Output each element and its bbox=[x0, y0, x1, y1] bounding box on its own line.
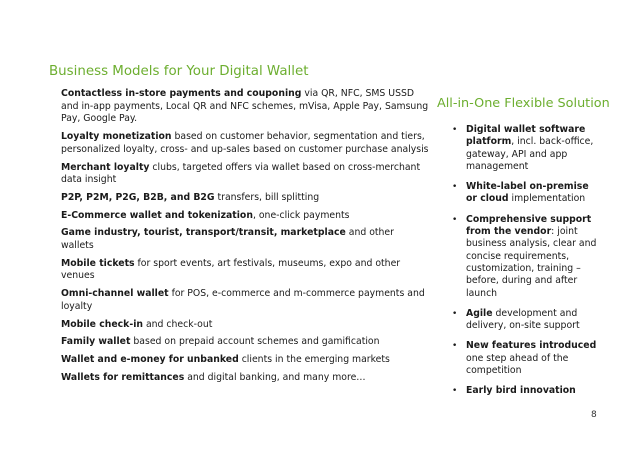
page-title: Business Models for Your Digital Wallet bbox=[49, 64, 309, 79]
item-text: for POS, e-commerce and m-commerce payments and loyalty bbox=[61, 288, 425, 312]
bullet-item bbox=[450, 308, 600, 333]
solution-list bbox=[450, 124, 600, 406]
item-bold: Merchant loyalty bbox=[61, 161, 150, 173]
item-bold: P2P, P2M, P2G, B2B, and B2G bbox=[61, 191, 215, 203]
item-text: implementation bbox=[508, 193, 586, 205]
bullet-icon: • bbox=[452, 341, 458, 352]
bullet-item bbox=[450, 124, 600, 173]
item-bold: White-label on-premise or cloud bbox=[466, 181, 589, 205]
list-item bbox=[61, 319, 429, 332]
item-text: one step ahead of the competition bbox=[466, 352, 569, 377]
item-text: : joint business analysis, clear and concise requirements, customization, training – before, during and after launch bbox=[466, 226, 597, 299]
list-item bbox=[61, 372, 429, 385]
item-text: via QR, NFC, SMS USSD and in-app payments, Local QR and NFC schemes, mVisa, Apple Pay, Samsung Pay, Google Pay. bbox=[61, 88, 429, 125]
item-bold: Omni-channel wallet bbox=[61, 288, 169, 300]
item-bold: Mobile tickets bbox=[61, 257, 135, 269]
item-bold: E-Commerce wallet and tokenization bbox=[61, 209, 253, 221]
item-bold: New features introduced bbox=[466, 340, 597, 352]
item-text: based on prepaid account schemes and gamification bbox=[130, 336, 380, 348]
list-item bbox=[61, 131, 429, 156]
bullet-item bbox=[450, 181, 600, 206]
bullet-icon: • bbox=[452, 125, 458, 135]
item-bold: Contactless in-store payments and couponing bbox=[61, 88, 302, 99]
business-models-list bbox=[61, 88, 429, 389]
solution-title: All-in-One Flexible Solution bbox=[437, 96, 610, 111]
item-text: and other wallets bbox=[61, 227, 394, 252]
item-text: clients in the emerging markets bbox=[238, 353, 390, 365]
item-bold: Wallet and e-money for unbanked bbox=[61, 353, 239, 365]
item-text: and digital banking, and many more… bbox=[184, 371, 366, 383]
item-bold: Game industry, tourist, transport/transit, marketplace bbox=[61, 227, 346, 239]
item-bold: Digital wallet software platform bbox=[466, 124, 586, 148]
list-item bbox=[61, 288, 429, 313]
bullet-item bbox=[450, 214, 600, 300]
item-text: , incl. back-office, gateway, API and app management bbox=[466, 136, 594, 172]
list-item bbox=[61, 336, 429, 349]
page-number: 8 bbox=[591, 410, 597, 420]
list-item bbox=[61, 227, 429, 252]
bullet-icon: • bbox=[452, 214, 458, 225]
list-item bbox=[61, 258, 429, 283]
item-bold: Mobile check-in bbox=[61, 318, 144, 330]
item-bold: Loyalty monetization bbox=[61, 131, 172, 143]
list-item bbox=[61, 192, 429, 205]
item-text: development and delivery, on-site support bbox=[466, 307, 580, 332]
bullet-icon: • bbox=[452, 386, 458, 397]
bullet-item bbox=[450, 385, 600, 397]
item-text: and check-out bbox=[143, 318, 213, 330]
item-text: for sport events, art festivals, museums, expo and other venues bbox=[61, 257, 401, 282]
list-item bbox=[61, 210, 429, 223]
item-bold: Early bird innovation bbox=[466, 385, 576, 397]
list-item bbox=[61, 354, 429, 367]
bullet-icon: • bbox=[452, 308, 458, 319]
item-text: clubs, targeted offers via wallet based on cross-merchant data insight bbox=[61, 161, 421, 186]
bullet-item bbox=[450, 340, 600, 377]
item-bold: Comprehensive support from the vendor bbox=[466, 213, 592, 238]
item-bold: Family wallet bbox=[61, 336, 131, 348]
list-item bbox=[61, 88, 429, 126]
item-text: , one-click payments bbox=[252, 209, 350, 221]
item-bold: Wallets for remittances bbox=[61, 371, 185, 383]
item-text: transfers, bill splitting bbox=[214, 191, 320, 203]
list-item bbox=[61, 162, 429, 187]
item-text: based on customer behavior, segmentation and tiers, personalized loyalty, cross- and up-sales based on customer purchase analysis bbox=[61, 131, 429, 155]
item-bold: Agile bbox=[466, 307, 493, 319]
bullet-icon: • bbox=[452, 182, 458, 193]
